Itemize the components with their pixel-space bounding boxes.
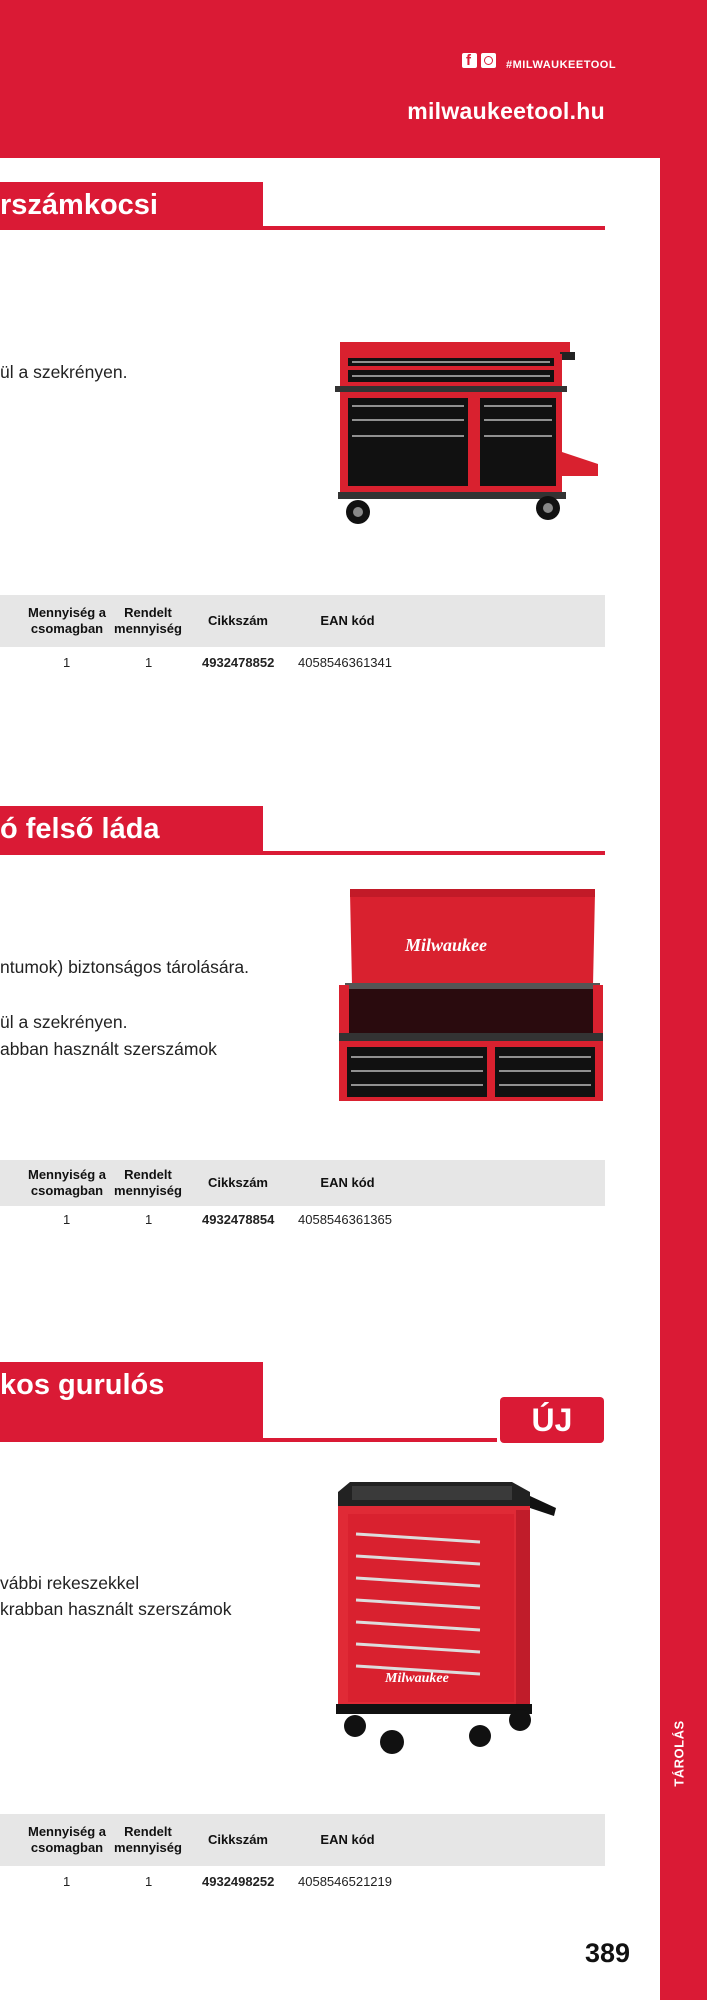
site-url[interactable]: milwaukeetool.hu xyxy=(407,98,605,124)
instagram-icon[interactable] xyxy=(481,53,496,68)
svg-text:Milwaukee: Milwaukee xyxy=(385,1671,449,1686)
col-ean: EAN kód xyxy=(320,613,375,628)
product-image-top-chest xyxy=(325,885,605,1105)
table-row xyxy=(0,1212,605,1234)
cell-qty-ordered: 1 xyxy=(145,1874,153,1889)
col-article: Cikkszám xyxy=(208,1832,268,1847)
description-line: abban használt szerszámok xyxy=(0,1039,217,1059)
description-line: krabban használt szerszámok xyxy=(0,1599,232,1619)
facebook-icon[interactable]: f xyxy=(462,53,477,68)
header-band xyxy=(0,0,707,158)
description-line: ül a szekrényen. xyxy=(0,362,128,382)
description-line: ntumok) biztonságos tárolására. xyxy=(0,957,250,977)
section-title xyxy=(0,182,263,228)
table-row xyxy=(0,1874,605,1896)
social-icons xyxy=(462,53,496,68)
cell-qty-pack: 1 xyxy=(63,1212,71,1227)
hashtag: #MILWAUKEETOOL xyxy=(506,59,617,71)
cell-qty-pack: 1 xyxy=(63,1874,71,1889)
cell-ean: 4058546521219 xyxy=(298,1874,392,1889)
col-qty-ordered: Rendelt mennyiség xyxy=(114,1167,182,1198)
cell-article: 4932498252 xyxy=(202,1874,275,1889)
svg-text:Milwaukee: Milwaukee xyxy=(405,935,488,955)
cell-qty-ordered: 1 xyxy=(145,655,153,670)
side-section-label-text: TÁROLÁS xyxy=(671,1720,687,1787)
section-title xyxy=(0,806,263,852)
section-title-text: rszámkocsi xyxy=(0,189,158,221)
col-qty-pack: Mennyiség a csomagban xyxy=(27,1824,107,1855)
col-qty-ordered: Rendelt mennyiség xyxy=(114,1824,182,1855)
page-number: 389 xyxy=(585,1938,631,1968)
side-band xyxy=(660,0,707,2000)
table-header xyxy=(0,595,605,647)
col-ean: EAN kód xyxy=(320,1832,375,1847)
table-header xyxy=(0,1160,605,1206)
cell-qty-pack: 1 xyxy=(63,655,71,670)
col-article: Cikkszám xyxy=(208,613,268,628)
cell-qty-ordered: 1 xyxy=(145,1212,153,1227)
cell-article: 4932478854 xyxy=(202,1212,275,1227)
section-title-text: ó felső láda xyxy=(0,813,160,845)
col-article: Cikkszám xyxy=(208,1175,268,1190)
product-image-rolling-cabinet xyxy=(330,1480,565,1760)
title-underline xyxy=(0,226,605,230)
new-badge: ÚJ xyxy=(500,1397,604,1443)
cell-article: 4932478852 xyxy=(202,655,275,670)
col-qty-pack: Mennyiség a csomagban xyxy=(27,1167,107,1198)
col-qty-pack: Mennyiség a csomagban xyxy=(27,605,107,636)
title-underline xyxy=(0,1438,497,1442)
col-qty-ordered: Rendelt mennyiség xyxy=(114,605,182,636)
col-ean: EAN kód xyxy=(320,1175,375,1190)
cell-ean: 4058546361341 xyxy=(298,655,392,670)
table-row xyxy=(0,655,605,677)
title-underline xyxy=(0,851,605,855)
side-section-label xyxy=(668,1720,704,1800)
cell-ean: 4058546361365 xyxy=(298,1212,392,1227)
product-image-roller-cabinet xyxy=(330,340,605,535)
description-line: ül a szekrényen. xyxy=(0,1012,128,1032)
section-title xyxy=(0,1362,263,1440)
description-line: vábbi rekeszekkel xyxy=(0,1573,140,1593)
section-title-text: kos gurulós xyxy=(0,1369,165,1401)
table-header xyxy=(0,1814,605,1866)
